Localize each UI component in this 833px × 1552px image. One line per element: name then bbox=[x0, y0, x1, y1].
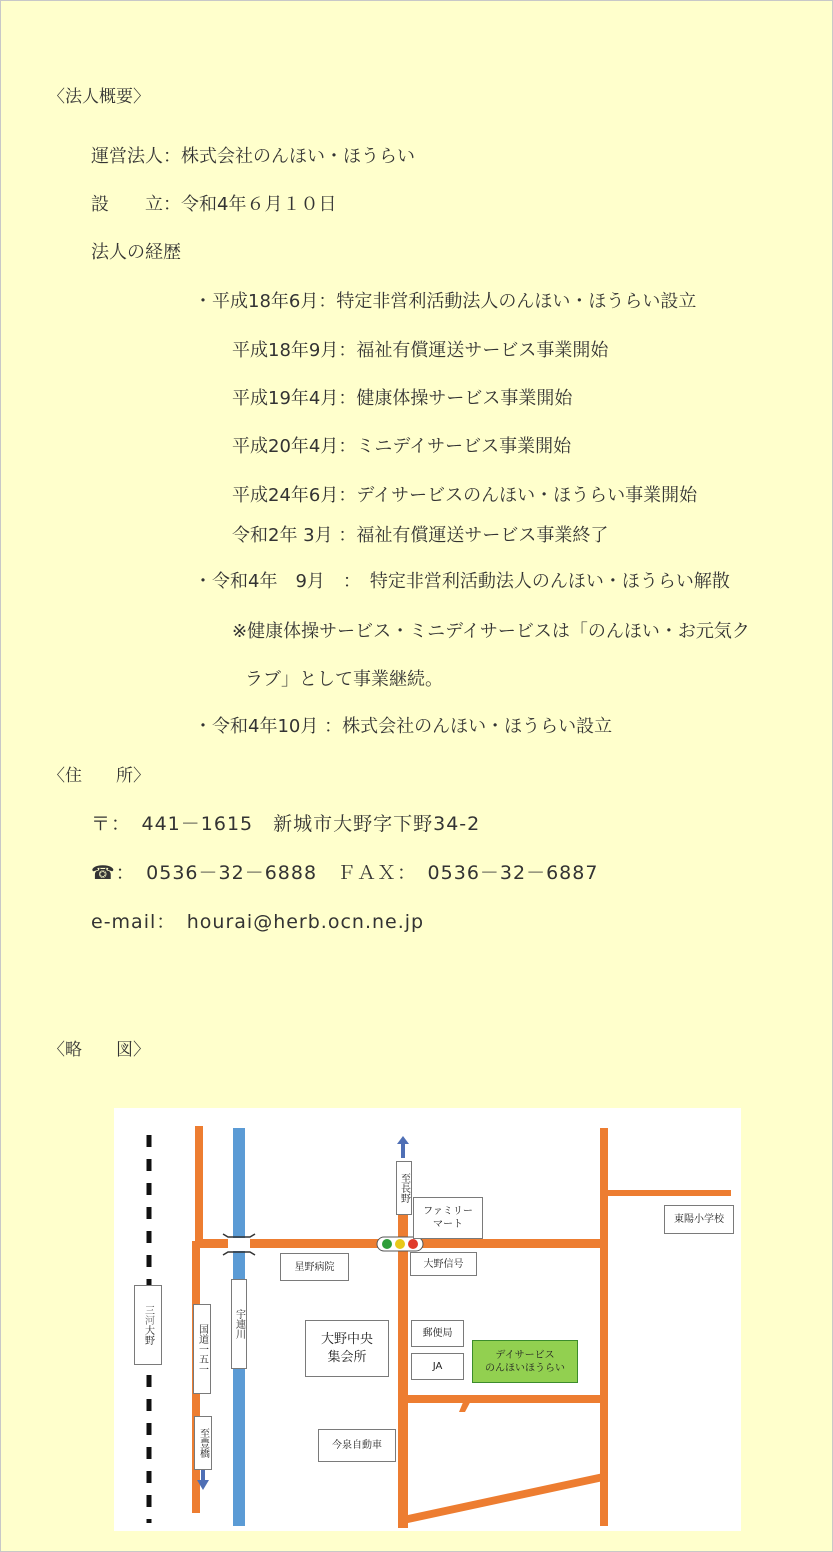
ure-river-label: 宇連川 bbox=[231, 1279, 247, 1369]
history-item: 平成18年9月：福祉有償運送サービス事業開始 bbox=[232, 340, 609, 361]
history-note: ※健康体操サービス・ミニデイサービスは「のんほい・お元気ク bbox=[232, 621, 750, 642]
history-item: ・令和4年10月 ：株式会社のんほい・ほうらい設立 bbox=[194, 716, 613, 737]
ja-label: JA bbox=[411, 1353, 464, 1380]
history-item: 平成20年4月：ミニデイサービス事業開始 bbox=[232, 436, 572, 457]
arrow-north-icon bbox=[397, 1136, 409, 1158]
station-label-3: 大野 bbox=[142, 1325, 154, 1345]
history-item: 平成19年4月：健康体操サービス事業開始 bbox=[232, 388, 573, 409]
station-label-1: 三 bbox=[142, 1305, 154, 1315]
to-toyohashi-label: 至豊橋 bbox=[194, 1416, 212, 1470]
dayservice-location: デイサービス のんほいほうらい bbox=[472, 1340, 578, 1383]
corp-heading: 〈法人概要〉 bbox=[48, 87, 150, 107]
postal-address: 〒： 441－1615 新城市大野字下野34-2 bbox=[91, 813, 481, 835]
address-heading: 〈住 所〉 bbox=[48, 766, 150, 786]
history-item: 平成24年6月：デイサービスのんほい・ほうらい事業開始 bbox=[232, 485, 698, 506]
map-heading: 〈略 図〉 bbox=[48, 1040, 150, 1060]
to-nagano-label: 至長野 bbox=[396, 1161, 412, 1215]
established-line: 設 立：令和4年６月１０日 bbox=[91, 194, 337, 215]
family-mart-label: ファミリー マート bbox=[413, 1197, 483, 1239]
history-item: ・平成18年6月：特定非営利活動法人のんほい・ほうらい設立 bbox=[194, 291, 697, 312]
mikawa-ono-station bbox=[134, 1285, 162, 1365]
access-map bbox=[114, 1108, 741, 1531]
history-label: 法人の経歴 bbox=[91, 242, 181, 263]
history-note-cont: ラブ」として事業継続。 bbox=[245, 669, 443, 690]
ono-hall-label: 大野中央 集会所 bbox=[305, 1320, 389, 1377]
operator-line: 運営法人：株式会社のんほい・ほうらい bbox=[91, 146, 415, 167]
traffic-signal-icon bbox=[377, 1237, 423, 1251]
higashiyo-school-label: 東陽小学校 bbox=[664, 1205, 734, 1234]
email-address: e-mail： hourai@herb.ocn.ne.jp bbox=[91, 911, 425, 933]
station-label-2: 河 bbox=[142, 1315, 154, 1325]
bridge-deck bbox=[228, 1238, 250, 1251]
history-item: 令和2年 3月 ：福祉有償運送サービス事業終了 bbox=[232, 525, 609, 546]
hoshino-hospital-label: 星野病院 bbox=[280, 1253, 349, 1281]
ono-signal-label: 大野信号 bbox=[410, 1252, 477, 1276]
history-item: ・令和4年 9月 ： 特定非営利活動法人のんほい・ほうらい解散 bbox=[194, 571, 730, 592]
phone-fax: ☎： 0536－32－6888 ＦＡＸ： 0536－32－6887 bbox=[91, 862, 599, 884]
post-office-label: 郵便局 bbox=[411, 1320, 464, 1347]
imaizumi-label: 今泉自動車 bbox=[318, 1429, 396, 1462]
route-151-label: 国道一五一 bbox=[193, 1304, 211, 1394]
